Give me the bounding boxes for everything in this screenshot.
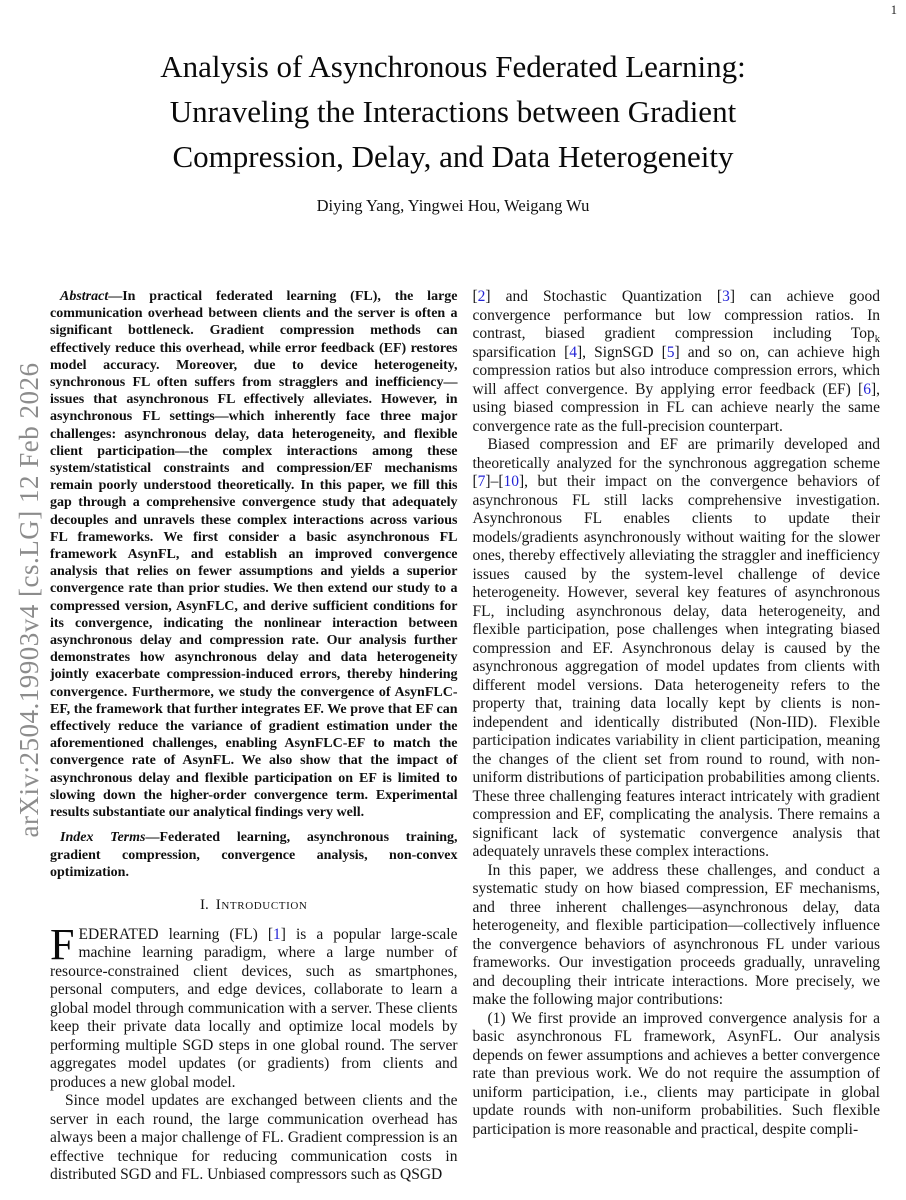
text-segment: ] can achieve good convergence performance but low compression ratios. In contrast, biased gradient compression including Top — [472, 288, 880, 342]
citation-link[interactable]: 7 — [477, 473, 486, 490]
paragraph-compressors — [473, 288, 881, 436]
section-heading-introduction — [50, 897, 458, 914]
citation-link[interactable]: 5 — [666, 343, 675, 361]
paragraph-contribution-1: (1) We first provide an improved convergence analysis for a basic asynchronous FL framework, AsynFL. Our analysis depends on fewer assumptions and achieves a better convergence rate than previous work. We do not require the assumption of uniform participation, i.e., clients may participate in global update rounds with non-uniform probabilities. Such flexible participation is more reasonable and practical, despite compli- — [472, 1009, 880, 1138]
text-segment: ], using biased compression in FL can achieve nearly the same convergence rate as the full-precision counterpart. — [472, 380, 880, 435]
paper-title — [0, 44, 906, 179]
abstract-label: Abstract — [60, 289, 109, 304]
text-segment: ] is a popular large-scale machine learning paradigm, where a large number of resource-constrained client devices, such as smartphones, personal computers, and edge devices, collaborate to learn a global model through communication with a server. These clients keep their private data locally and optimize local models by performing multiple SGD steps in one global round. The server aggregates model updates (or gradients) from clients and produces a new global model. — [50, 925, 458, 1091]
text-segment: sparsification [ — [472, 343, 570, 361]
arxiv-watermark: arXiv:2504.19903v4 [cs.LG] 12 Feb 2026 — [14, 362, 44, 838]
text-segment: k — [874, 334, 880, 346]
index-terms-text: —Federated learning, asynchronous training, gradient compression, convergence analysis, non-convex optimization. — [50, 830, 458, 880]
section-number: I. — [200, 896, 209, 913]
intro-paragraph-1 — [50, 919, 458, 1093]
title-line: Compression, Delay, and Data Heterogeneity — [172, 139, 734, 174]
text-segment: ] and so on, can achieve high compression ratios but also introduce compression errors, which will affect convergence. By applying error feedback (EF) [ — [472, 343, 880, 398]
paragraph-in-this-paper: In this paper, we address these challenges, and conduct a systematic study on how biased compression, EF mechanisms, and three inherent challenges—asynchronous delay, data heterogeneity, and flexible participation—collectively influence the convergence behaviors of asynchronous FL under various frameworks. Our investigation proceeds gradually, unraveling and decoupling their intricate interactions. More precisely, we make the following major contributions: — [472, 861, 880, 1008]
citation-link[interactable]: 10 — [503, 473, 519, 490]
abstract-text: —In practical federated learning (FL), the large communication overhead between clients and the server is often a significant bottleneck. Gradient compression methods can effectively reduce this overhead, while error feedback (EF) restores model accuracy. Moreover, due to device heterogeneity, synchronous FL often suffers from stragglers and inefficiency—issues that asynchronous FL effectively alleviates. However, in asynchronous FL settings—which inherently face three major challenges: asynchronous delay, data heterogeneity, and flexible client participation—the complex interactions among these system/statistical constraints and compression/EF mechanisms remain poorly understood theoretically. In this paper, we fill this gap through a comprehensive convergence study that adequately decouples and unravels these complex interactions across various FL frameworks. We first consider a basic asynchronous FL framework AsynFL, and establish an improved convergence analysis that relies on fewer assumptions and yields a superior convergence rate than prior studies. We then extend our study to a compressed version, AsynFLC, and derive sufficient conditions for its convergence, indicating the nonlinear interaction between asynchronous delay and compression rate. Our analysis further demonstrates how asynchronous delay and data heterogeneity jointly exacerbate compression-induced errors, thereby hindering convergence. Furthermore, we study the convergence of AsynFLC-EF, the framework that further integrates EF. We prove that EF can effectively reduce the variance of gradient estimation under the aforementioned challenges, enabling AsynFLC-EF to match the convergence rate of AsynFL. We also show that the impact of asynchronous delay and flexible participation on EF is limited to slowing down the higher-order convergence term. Experimental results substantiate our analytical findings very well. — [50, 289, 458, 821]
text-segment: ], SignSGD [ — [576, 343, 667, 361]
paper-authors: Diying Yang, Yingwei Hou, Weigang Wu — [316, 196, 590, 215]
section-title: Introduction — [215, 896, 308, 913]
page-number: 1 — [890, 3, 897, 17]
text-segment: Biased compression and EF are primarily developed and theoretically analyzed for the synchronous aggregation scheme [ — [472, 436, 880, 490]
text-segment: EDERATED learning (FL) [ — [78, 925, 274, 943]
text-segment: ] and Stochastic Quantization [ — [485, 288, 723, 305]
index-terms-label: Index Terms — [60, 830, 146, 846]
citation-link[interactable]: 1 — [273, 925, 281, 943]
title-line: Unraveling the Interactions between Gradient — [169, 94, 737, 129]
index-terms — [50, 829, 458, 881]
citation-link[interactable]: 4 — [569, 343, 577, 361]
two-column-body — [50, 288, 880, 1200]
text-segment: ]–[ — [485, 473, 504, 490]
citation-link[interactable]: 3 — [722, 288, 730, 305]
citation-link[interactable]: 6 — [863, 380, 871, 398]
paper-header — [0, 0, 906, 216]
dropcap-letter: F — [50, 919, 75, 969]
citation-link[interactable]: 2 — [477, 288, 486, 305]
abstract — [50, 288, 458, 821]
intro-paragraph-1-text — [50, 919, 458, 1091]
left-column — [50, 288, 458, 1200]
text-segment: ], but their impact on the convergence behaviors of asynchronous FL still lacks comprehensive investigation. Asynchronous FL enables clients to update their models/gradients asynchronously without waiting for the slower ones, thereby effectively alleviating the straggler and inefficiency issues caused by the system-level challenge of device heterogeneity. However, several key features of asynchronous FL, including asynchronous delay, data heterogeneity, and flexible participation, pose challenges when integrating biased compression and EF. Asynchronous delay is caused by the asynchronous aggregation of model updates from clients with different model versions. Data heterogeneity refers to the property that, training data locally kept by clients is non-independent and identically distributed (Non-IID). Flexible participation indicates variability in client participation, meaning the changes of the client set from round to round, with non-uniform distributions of participation probabilities among clients. These three challenging features interact intricately with gradient compression and EF, complicating the analysis. There remains a significant lack of systematic convergence analysis that adequately unravels these complex interactions. — [472, 473, 880, 860]
paragraph-biased-compression-ef — [473, 436, 881, 862]
right-column — [473, 288, 881, 1200]
intro-paragraph-2: Since model updates are exchanged between clients and the server in each round, the large communication overhead has always been a major challenge of FL. Gradient compression is an effective technique for reducing communication costs in distributed SGD and FL. Unbiased compressors such as QSGD — [50, 1092, 458, 1184]
title-line: Analysis of Asynchronous Federated Learning: — [160, 49, 746, 84]
text-segment: [ — [472, 288, 478, 305]
